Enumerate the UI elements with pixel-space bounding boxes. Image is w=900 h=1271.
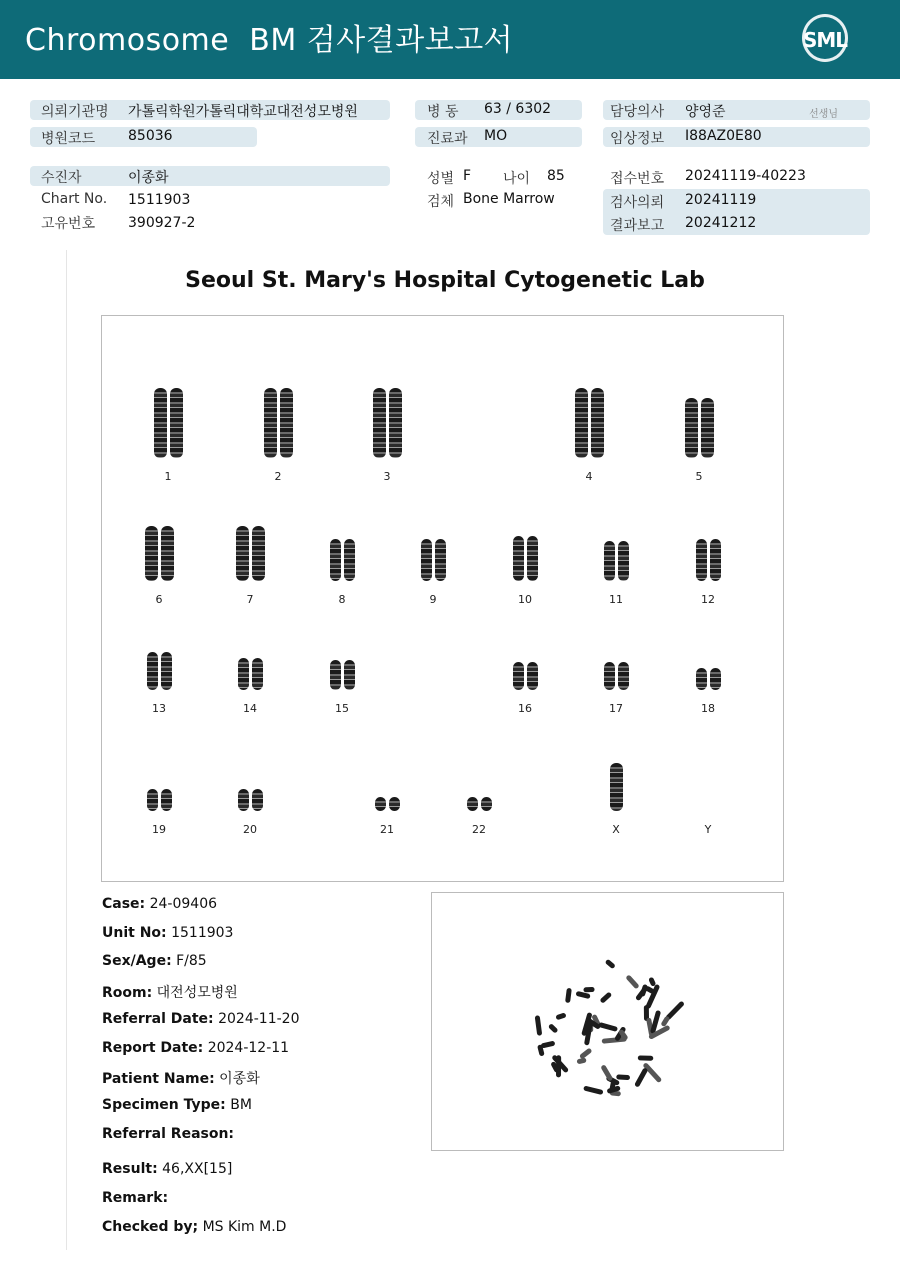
- chromosome-12: [688, 539, 728, 606]
- chromatid-band-icon: [252, 789, 263, 811]
- specimen-value: Bone Marrow: [463, 191, 555, 207]
- chromosome-number-label: 5: [695, 470, 703, 483]
- room-line: Room: 대전성모병원: [102, 985, 238, 1001]
- chromatid-band-icon: [591, 388, 604, 458]
- metaphase-chromosome-icon: [583, 987, 594, 992]
- sml-logo: [796, 12, 856, 66]
- chromosome-9: [413, 539, 453, 606]
- chromosome-number-label: X: [612, 823, 620, 836]
- patient-pill: [30, 166, 390, 186]
- chromatid-band-icon: [373, 388, 386, 458]
- chromosome-number-label: 6: [155, 593, 163, 606]
- chromatid-band-icon: [161, 789, 172, 811]
- chromosome-number-label: 11: [609, 593, 623, 606]
- chromatid-band-icon: [252, 526, 265, 581]
- metaphase-chromosome-icon: [583, 1085, 603, 1095]
- metaphase-chromosome-icon: [548, 1023, 559, 1034]
- ward-label: 병 동: [427, 104, 459, 120]
- unique-label: 고유번호: [41, 216, 96, 232]
- chromatid-band-icon: [389, 797, 400, 811]
- metaphase-chromosome-icon: [565, 988, 572, 1003]
- chromatid-band-icon: [527, 536, 538, 581]
- receipt-label: 접수번호: [610, 171, 665, 187]
- metaphase-spread-graphic: [432, 893, 783, 1150]
- request-label: 검사의뢰: [610, 195, 665, 211]
- chromatid-band-icon: [604, 662, 615, 690]
- chromatid-band-icon: [710, 539, 721, 581]
- chromosome-number-label: 7: [246, 593, 254, 606]
- metaphase-chromosome-icon: [648, 977, 656, 987]
- sexage-line: Sex/Age: F/85: [102, 953, 207, 969]
- chromosome-4: [569, 388, 609, 483]
- chromosome-6: [139, 526, 179, 606]
- chromosome-number-label: 16: [518, 702, 532, 715]
- chromosome-number-label: 9: [429, 593, 437, 606]
- chromatid-band-icon: [375, 797, 386, 811]
- chromosome-number-label: 1: [164, 470, 172, 483]
- chromosome-number-label: 15: [335, 702, 349, 715]
- metaphase-spread-image: [431, 892, 784, 1151]
- chromatid-band-icon: [701, 398, 714, 458]
- chromatid-band-icon: [513, 662, 524, 690]
- chromosome-number-label: 10: [518, 593, 532, 606]
- chromosome-13: [139, 652, 179, 715]
- margin-rule: [66, 250, 67, 1250]
- clinical-value: I88AZ0E80: [685, 128, 762, 144]
- chromosome-14: [230, 658, 270, 715]
- chromatid-band-icon: [618, 662, 629, 690]
- chromosome-8: [322, 539, 362, 606]
- chromatid-band-icon: [252, 658, 263, 690]
- chromosome-number-label: 20: [243, 823, 257, 836]
- chromatid-band-icon: [696, 668, 707, 690]
- chromosome-number-label: 22: [472, 823, 486, 836]
- chromosome-number-label: 4: [585, 470, 593, 483]
- remark-line: Remark:: [102, 1190, 169, 1206]
- unit-line: Unit No: 1511903: [102, 925, 234, 941]
- metaphase-chromosome-icon: [541, 1041, 556, 1049]
- patient-name-line: Patient Name: 이종화: [102, 1071, 260, 1087]
- specimen-type-line: Specimen Type: BM: [102, 1097, 252, 1113]
- chromosome-number-label: 17: [609, 702, 623, 715]
- chromatid-band-icon: [330, 660, 341, 690]
- chromatid-band-icon: [330, 539, 341, 581]
- report-title: Chromosome BM 검사결과보고서: [25, 23, 514, 58]
- chromatid-band-icon: [145, 526, 158, 581]
- age-label: 나이: [503, 171, 531, 187]
- chromatid-band-icon: [147, 789, 158, 811]
- doctor-value: 양영준: [685, 104, 726, 120]
- chromatid-band-icon: [421, 539, 432, 581]
- metaphase-chromosome-icon: [625, 974, 639, 989]
- hospital-code-label: 병원코드: [41, 131, 96, 147]
- chromatid-band-icon: [435, 539, 446, 581]
- referral-reason-line: Referral Reason:: [102, 1126, 235, 1142]
- chromosome-17: [596, 662, 636, 715]
- result-line: Result: 46,XX[15]: [102, 1161, 233, 1177]
- chromatid-band-icon: [618, 541, 629, 581]
- chromosome-19: [139, 789, 179, 836]
- metaphase-chromosome-icon: [598, 1022, 618, 1032]
- chromatid-band-icon: [264, 388, 277, 458]
- age-value: 85: [547, 168, 565, 184]
- chromatid-band-icon: [575, 388, 588, 458]
- unique-value: 390927-2: [128, 215, 196, 231]
- chromosome-11: [596, 541, 636, 606]
- institution-value: 가톨릭학원가톨릭대학교대전성모병원: [128, 104, 358, 120]
- chromosome-21: [367, 797, 407, 836]
- clinical-label: 임상정보: [610, 131, 665, 147]
- chromosome-7: [230, 526, 270, 606]
- report-label: 결과보고: [610, 218, 665, 234]
- chromatid-band-icon: [467, 797, 478, 811]
- chromosome-number-label: 18: [701, 702, 715, 715]
- chromatid-band-icon: [344, 539, 355, 581]
- dept-label: 진료과: [427, 131, 468, 147]
- chromatid-band-icon: [238, 658, 249, 690]
- metaphase-chromosome-icon: [555, 1012, 566, 1020]
- ward-value: 63 / 6302: [484, 101, 552, 117]
- chromatid-band-icon: [170, 388, 183, 458]
- doctor-suffix: 선생님: [809, 109, 838, 120]
- doctor-label: 담당의사: [610, 104, 665, 120]
- chromatid-band-icon: [236, 526, 249, 581]
- chromosome-number-label: 21: [380, 823, 394, 836]
- chromatid-band-icon: [481, 797, 492, 811]
- receipt-value: 20241119-40223: [685, 168, 806, 184]
- metaphase-chromosome-icon: [634, 1067, 648, 1087]
- chromatid-band-icon: [147, 652, 158, 690]
- chromatid-band-icon: [513, 536, 524, 581]
- chromatid-band-icon: [280, 388, 293, 458]
- chromatid-band-icon: [527, 662, 538, 690]
- patient-label: 수진자: [41, 170, 82, 186]
- metaphase-chromosome-icon: [579, 1048, 593, 1060]
- chromatid-band-icon: [161, 652, 172, 690]
- chromosome-16: [505, 662, 545, 715]
- chromosome-number-label: 2: [274, 470, 282, 483]
- lab-title: Seoul St. Mary's Hospital Cytogenetic Lab: [185, 268, 705, 293]
- chromosome-10: [505, 536, 545, 606]
- report-value: 20241212: [685, 215, 757, 231]
- report-header: [0, 0, 900, 79]
- metaphase-chromosome-icon: [535, 1015, 543, 1036]
- chromatid-band-icon: [154, 388, 167, 458]
- metaphase-chromosome-icon: [599, 991, 612, 1003]
- chromosome-2: [258, 388, 298, 483]
- chromosome-number-label: 19: [152, 823, 166, 836]
- report-date-line: Report Date: 2024-12-11: [102, 1040, 290, 1056]
- chromosome-number-label: 12: [701, 593, 715, 606]
- chart-label: Chart No.: [41, 191, 108, 207]
- chromatid-band-icon: [389, 388, 402, 458]
- chromosome-1: [148, 388, 188, 483]
- specimen-label: 검체: [427, 194, 455, 210]
- chart-value: 1511903: [128, 192, 191, 208]
- chromatid-band-icon: [604, 541, 615, 581]
- chromosome-number-label: 8: [338, 593, 346, 606]
- chromosome-number-label: 3: [383, 470, 391, 483]
- metaphase-chromosome-icon: [616, 1074, 630, 1080]
- patient-value: 이종화: [128, 170, 169, 186]
- referral-date-line: Referral Date: 2024-11-20: [102, 1011, 300, 1027]
- chromosome-number-label: 13: [152, 702, 166, 715]
- sex-label: 성별: [427, 171, 455, 187]
- institution-label: 의뢰기관명: [41, 104, 109, 120]
- chromosome-18: [688, 668, 728, 715]
- chromosome-x: [596, 763, 636, 836]
- karyotype-image: [101, 315, 784, 882]
- checked-line: Checked by; MS Kim M.D: [102, 1219, 287, 1235]
- chromatid-band-icon: [238, 789, 249, 811]
- metaphase-chromosome-icon: [638, 1055, 654, 1060]
- chromosome-15: [322, 660, 362, 715]
- chromatid-band-icon: [161, 526, 174, 581]
- chromosome-3: [367, 388, 407, 483]
- chromosome-number-label: Y: [704, 823, 712, 836]
- chromatid-band-icon: [685, 398, 698, 458]
- sex-value: F: [463, 168, 472, 184]
- chromosome-20: [230, 789, 270, 836]
- chromatid-band-icon: [344, 660, 355, 690]
- metaphase-chromosome-icon: [605, 959, 616, 970]
- chromatid-band-icon: [610, 763, 623, 811]
- chromosome-number-label: 14: [243, 702, 257, 715]
- chromatid-band-icon: [710, 668, 721, 690]
- hospital-code-value: 85036: [128, 128, 173, 144]
- dept-value: MO: [484, 128, 508, 144]
- logo-text: SML: [803, 28, 848, 52]
- case-line: Case: 24-09406: [102, 896, 218, 912]
- chromatid-band-icon: [696, 539, 707, 581]
- chromosome-22: [459, 797, 499, 836]
- request-value: 20241119: [685, 192, 757, 208]
- chromosome-5: [679, 398, 719, 483]
